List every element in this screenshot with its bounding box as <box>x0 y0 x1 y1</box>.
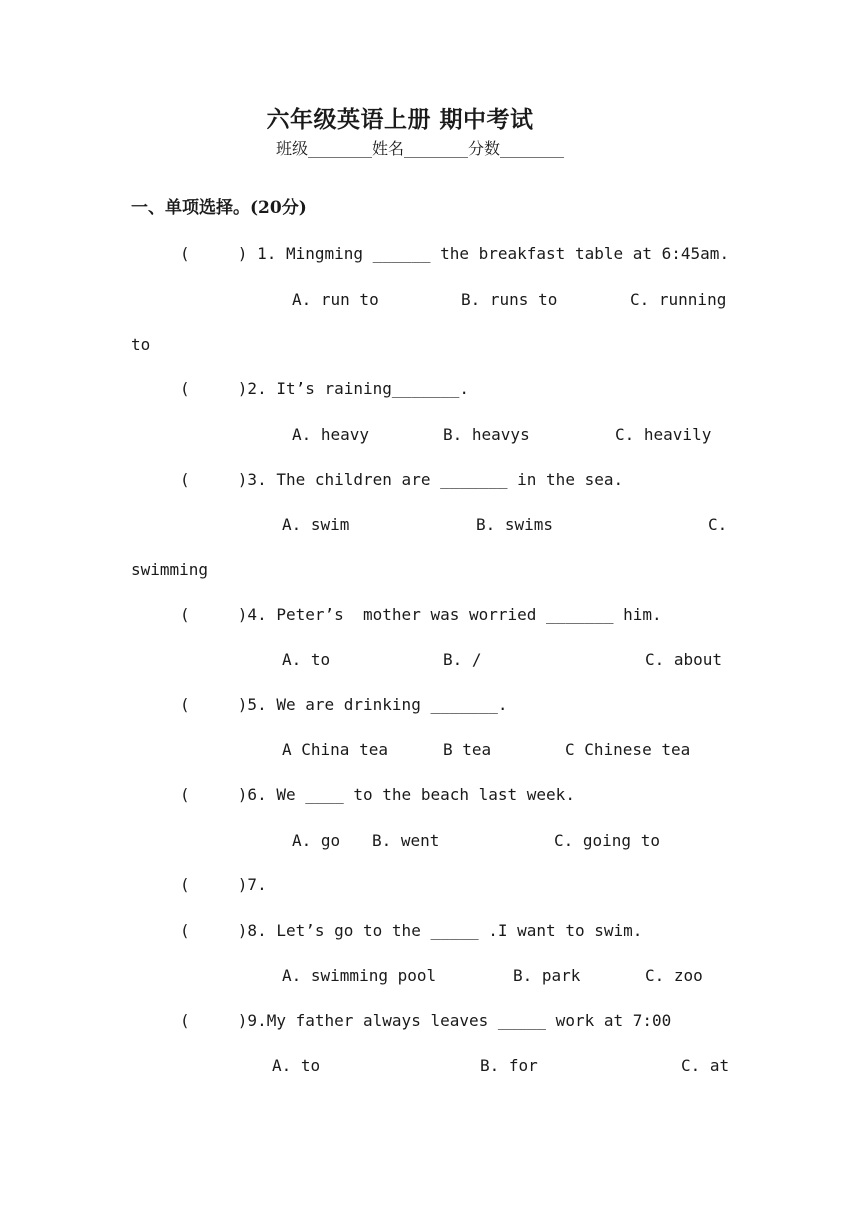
question-5-option-b: B tea <box>443 740 492 759</box>
student-info-line: 班级________姓名________分数________ <box>275 139 564 158</box>
question-5-option-c: C Chinese tea <box>565 740 691 759</box>
question-6-option-a: A. go <box>292 831 341 850</box>
question-2-stem: ( )2. It’s raining_______. <box>180 379 469 398</box>
question-8-stem: ( )8. Let’s go to the _____ .I want to swim. <box>180 921 643 940</box>
question-1-option-b: B. runs to <box>461 290 558 309</box>
question-8-option-a: A. swimming pool <box>282 966 437 985</box>
question-3-stem: ( )3. The children are _______ in the sea. <box>180 470 624 489</box>
question-9-option-c: C. at <box>681 1056 730 1075</box>
question-9-stem: ( )9.My father always leaves _____ work at 7:00 <box>180 1011 672 1030</box>
question-3-option-b: B. swims <box>476 515 554 534</box>
question-6-option-c: C. going to <box>554 831 660 850</box>
question-1-option-c-wrap: to <box>131 335 151 354</box>
question-6-option-b: B. went <box>372 831 440 850</box>
question-8-option-b: B. park <box>513 966 581 985</box>
question-4-option-a: A. to <box>282 650 331 669</box>
exam-title: 六年级英语上册 期中考试 <box>266 106 534 133</box>
question-6-stem: ( )6. We ____ to the beach last week. <box>180 785 575 804</box>
section-heading: 一、单项选择。(20分) <box>131 198 307 218</box>
question-3-option-a: A. swim <box>282 515 350 534</box>
question-5-stem: ( )5. We are drinking _______. <box>180 695 508 714</box>
question-1-stem: ( ) 1. Mingming ______ the breakfast table at 6:45am. <box>180 244 730 263</box>
question-2-option-c: C. heavily <box>615 425 712 444</box>
question-3-option-c: C. <box>708 515 728 534</box>
question-2-option-b: B. heavys <box>443 425 530 444</box>
question-8-option-c: C. zoo <box>645 966 703 985</box>
question-9-option-a: A. to <box>272 1056 321 1075</box>
question-9-option-b: B. for <box>480 1056 538 1075</box>
question-4-option-b: B. / <box>443 650 482 669</box>
question-7-stem: ( )7. <box>180 875 267 894</box>
question-3-option-c-wrap: swimming <box>131 560 209 579</box>
question-5-option-a: A China tea <box>282 740 388 759</box>
question-1-option-a: A. run to <box>292 290 379 309</box>
question-1-option-c: C. running <box>630 290 727 309</box>
question-2-option-a: A. heavy <box>292 425 370 444</box>
question-4-stem: ( )4. Peter’s mother was worried _______ him. <box>180 605 662 624</box>
question-4-option-c: C. about <box>645 650 723 669</box>
